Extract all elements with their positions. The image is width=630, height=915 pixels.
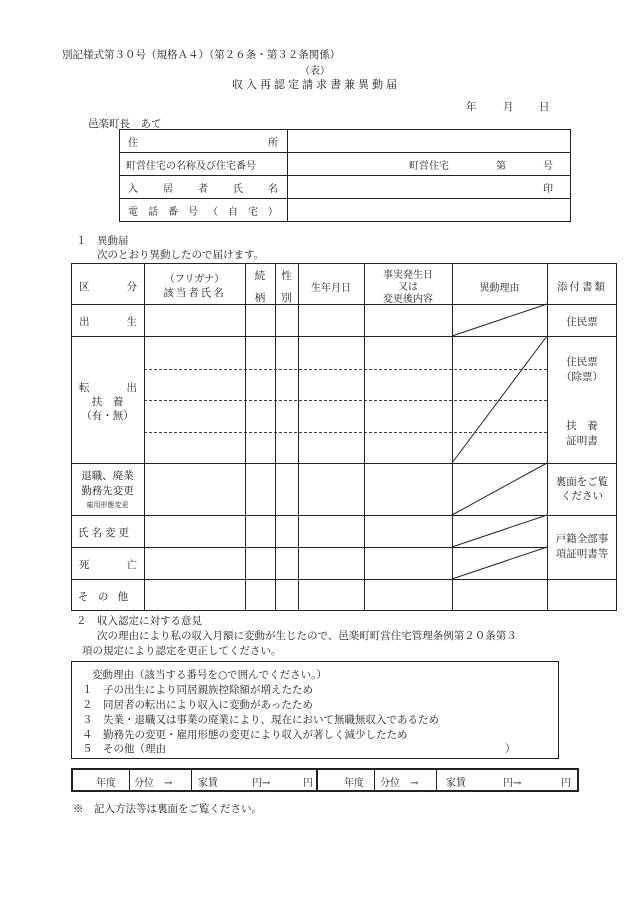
footnote: ※ 記入方法等は裏面をご覧ください。: [73, 803, 262, 815]
col-name: 該当者氏名: [163, 287, 226, 299]
office-yachin-2: 家賃: [446, 778, 466, 789]
reason-strike-rename: [452, 515, 547, 547]
row-family-doc2: 項証明書等: [555, 548, 609, 560]
name-field[interactable]: [290, 177, 568, 196]
office-yen-2: 円: [561, 778, 571, 789]
housing-go: 号: [543, 161, 553, 172]
row-rename-label: 氏名変更: [78, 527, 132, 539]
cell-rename-name[interactable]: [146, 517, 243, 545]
reason-item-3[interactable]: ３ 失業・退職又は事業の廃業により、現在において無職無収入であるため: [82, 714, 439, 726]
col-fact-line2: 又は: [398, 282, 418, 293]
address-label: 住 所: [128, 138, 278, 149]
row-move-doc2: （除票）: [561, 371, 603, 383]
office-yachin-1: 家賃: [198, 778, 218, 789]
reason-item-1[interactable]: １ 子の出生により同居親族控除額が増えたため: [82, 684, 313, 696]
date-year: 年: [466, 101, 477, 113]
office-yen-arrow-2: 円→: [503, 778, 522, 789]
row-retire-doc2: ください: [561, 490, 603, 502]
reason-box-title: 変動理由（該当する番号を○で囲んでください。）: [92, 669, 327, 681]
col-docs: 添付書類: [557, 281, 607, 293]
office-bunrui-1: 分位 →: [134, 778, 173, 789]
row-death-label: 死 亡: [79, 559, 137, 571]
row-retire-line3: 雇用形態変更: [86, 501, 129, 509]
housing-prefix: 町営住宅: [409, 161, 449, 172]
col-fact-line1: 事実発生日: [383, 270, 433, 281]
address-field[interactable]: [290, 131, 568, 150]
phone-label: 電 話 番 号 （ 自 宅 ）: [128, 207, 278, 218]
row-birth-doc: 住民票: [566, 316, 598, 328]
phone-field[interactable]: [290, 200, 568, 219]
col-fact-line3: 変更後内容: [383, 294, 433, 305]
office-nendo-1: 年度: [96, 778, 116, 789]
cell-death-name[interactable]: [146, 549, 243, 577]
cell-other-name[interactable]: [146, 581, 243, 609]
office-nendo-2: 年度: [344, 778, 364, 789]
row-birth-label: 出 生: [79, 316, 137, 328]
reason-item-5[interactable]: ５ その他（理由: [82, 743, 166, 755]
section2-title: ２ 収入認定に対する意見: [76, 615, 202, 627]
col-reason: 異動理由: [479, 283, 520, 294]
row-move-doc1: 住民票: [566, 356, 598, 368]
office-yen-arrow-1: 円→: [252, 778, 271, 789]
side-label: （表）: [300, 66, 330, 77]
addressee: 邑楽町長 あて: [88, 118, 162, 130]
office-yen-1: 円: [303, 778, 313, 789]
office-bunrui-2: 分位 →: [380, 778, 419, 789]
reason-strike-retire: [452, 463, 547, 515]
row-support-doc1: 扶 養: [566, 420, 598, 432]
name-label: 入 居 者 氏 名: [128, 184, 278, 195]
row-other-label: そ の 他: [78, 591, 132, 603]
row-retire-line1: 退職、廃業: [81, 470, 134, 482]
cell-move-name[interactable]: [146, 338, 243, 461]
cell-birth-name[interactable]: [146, 306, 243, 334]
housing-label: 町営住宅の名称及び住宅番号: [126, 161, 256, 172]
row-support-label: 扶 養: [91, 396, 124, 408]
reason-other-field[interactable]: [190, 739, 500, 755]
seal-mark: 印: [543, 184, 553, 195]
row-family-doc1: 戸籍全部事: [555, 533, 609, 545]
reason-item-4[interactable]: ４ 勤務先の変更・雇用形態の変更により収入が著しく減少したため: [82, 729, 408, 741]
col-sei: 性: [281, 270, 292, 282]
reason-strike-move: [452, 336, 547, 463]
row-retire-doc1: 裏面をご覧: [555, 476, 609, 488]
date-day: 日: [539, 101, 550, 113]
cell-retire-name[interactable]: [146, 465, 243, 513]
section1-intro: 次のとおり異動したので届けます。: [97, 249, 265, 261]
section2-line1: 次の理由により私の収入月額に変動が生じたので、邑楽町町営住宅管理条例第２０条第３: [97, 630, 517, 642]
reason-strike-birth: [452, 304, 547, 336]
date-month: 月: [503, 101, 514, 113]
section2-line2: 項の規定により認定を更正してください。: [82, 645, 282, 657]
row-retire-line2: 勤務先変更: [81, 485, 134, 497]
row-support-note: （有・無）: [81, 410, 134, 422]
reason-strike-death: [452, 547, 547, 579]
col-kubun: 区 分: [79, 281, 137, 293]
col-betsu: 別: [281, 292, 292, 304]
col-zoku: 続: [254, 270, 266, 282]
col-name-furigana: （フリガナ）: [164, 274, 225, 285]
col-birth: 生年月日: [311, 283, 351, 294]
housing-dai: 第: [496, 161, 506, 172]
row-support-doc2: 証明書: [566, 435, 598, 447]
reason-item-2[interactable]: ２ 同居者の転出により収入に変動があったため: [82, 699, 313, 711]
reason-close-paren: ）: [505, 743, 516, 755]
row-move-label: 転 出: [79, 382, 137, 394]
page-title: 収入再認定請求書兼異動届: [232, 78, 400, 91]
form-number: 別記様式第３０号（規格Ａ４）（第２６条・第３２条関係）: [62, 49, 341, 61]
section1-title: １ 異動届: [76, 235, 129, 247]
col-gara: 柄: [254, 292, 266, 304]
